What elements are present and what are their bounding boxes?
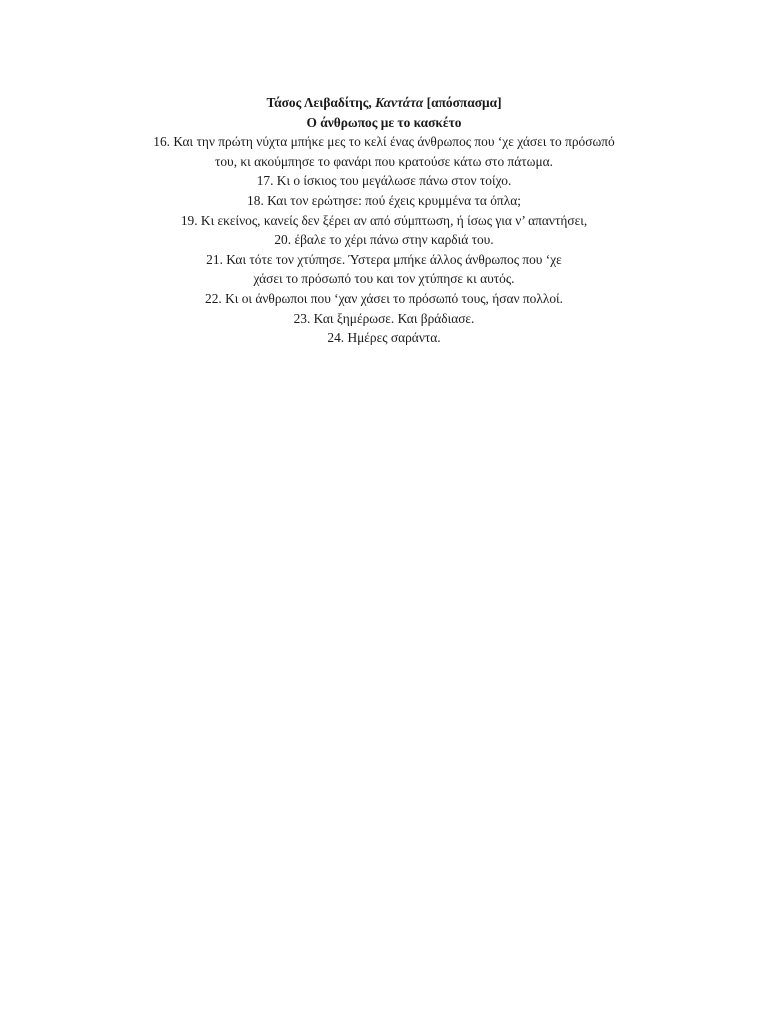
- verse-line: χάσει το πρόσωπό του και τον χτύπησε κι αυτός.: [253, 271, 515, 287]
- verse-line: 18. Και τον ερώτησε: πού έχεις κρυμμένα τα όπλα;: [247, 192, 521, 208]
- excerpt-note: [απόσπασμα]: [423, 95, 502, 110]
- verse-line: 23. Και ξημέρωσε. Και βράδιασε.: [293, 310, 475, 326]
- poem-title-line: [60, 93, 708, 113]
- poem-excerpt: [60, 93, 708, 348]
- poem-subtitle: Ο άνθρωπος με το κασκέτο: [306, 114, 462, 130]
- verse-line: 24. Ημέρες σαράντα.: [327, 330, 441, 346]
- verse-line: του, κι ακούμπησε το φανάρι που κρατούσε κάτω στο πάτωμα.: [214, 153, 553, 169]
- author-name: Τάσος Λειβαδίτης,: [266, 95, 376, 110]
- verse-line: 21. Και τότε τον χτύπησε. Ύστερα μπήκε άλλος άνθρωπος που ‘χε: [206, 251, 562, 267]
- work-title: Καντάτα: [375, 95, 424, 110]
- verse-line: 16. Και την πρώτη νύχτα μπήκε μες το κελί ένας άνθρωπος που ‘χε χάσει το πρόσωπό: [153, 134, 615, 150]
- verse-line: 22. Κι οι άνθρωποι που ‘χαν χάσει το πρόσωπό τους, ήσαν πολλοί.: [205, 290, 563, 306]
- verse-line: 19. Κι εκείνος, κανείς δεν ξέρει αν από σύμπτωση, ή ίσως για ν’ απαντήσει,: [180, 212, 588, 228]
- verse-line: 20. έβαλε το χέρι πάνω στην καρδιά του.: [274, 232, 494, 248]
- verse-line: 17. Κι ο ίσκιος του μεγάλωσε πάνω στον τοίχο.: [256, 173, 512, 189]
